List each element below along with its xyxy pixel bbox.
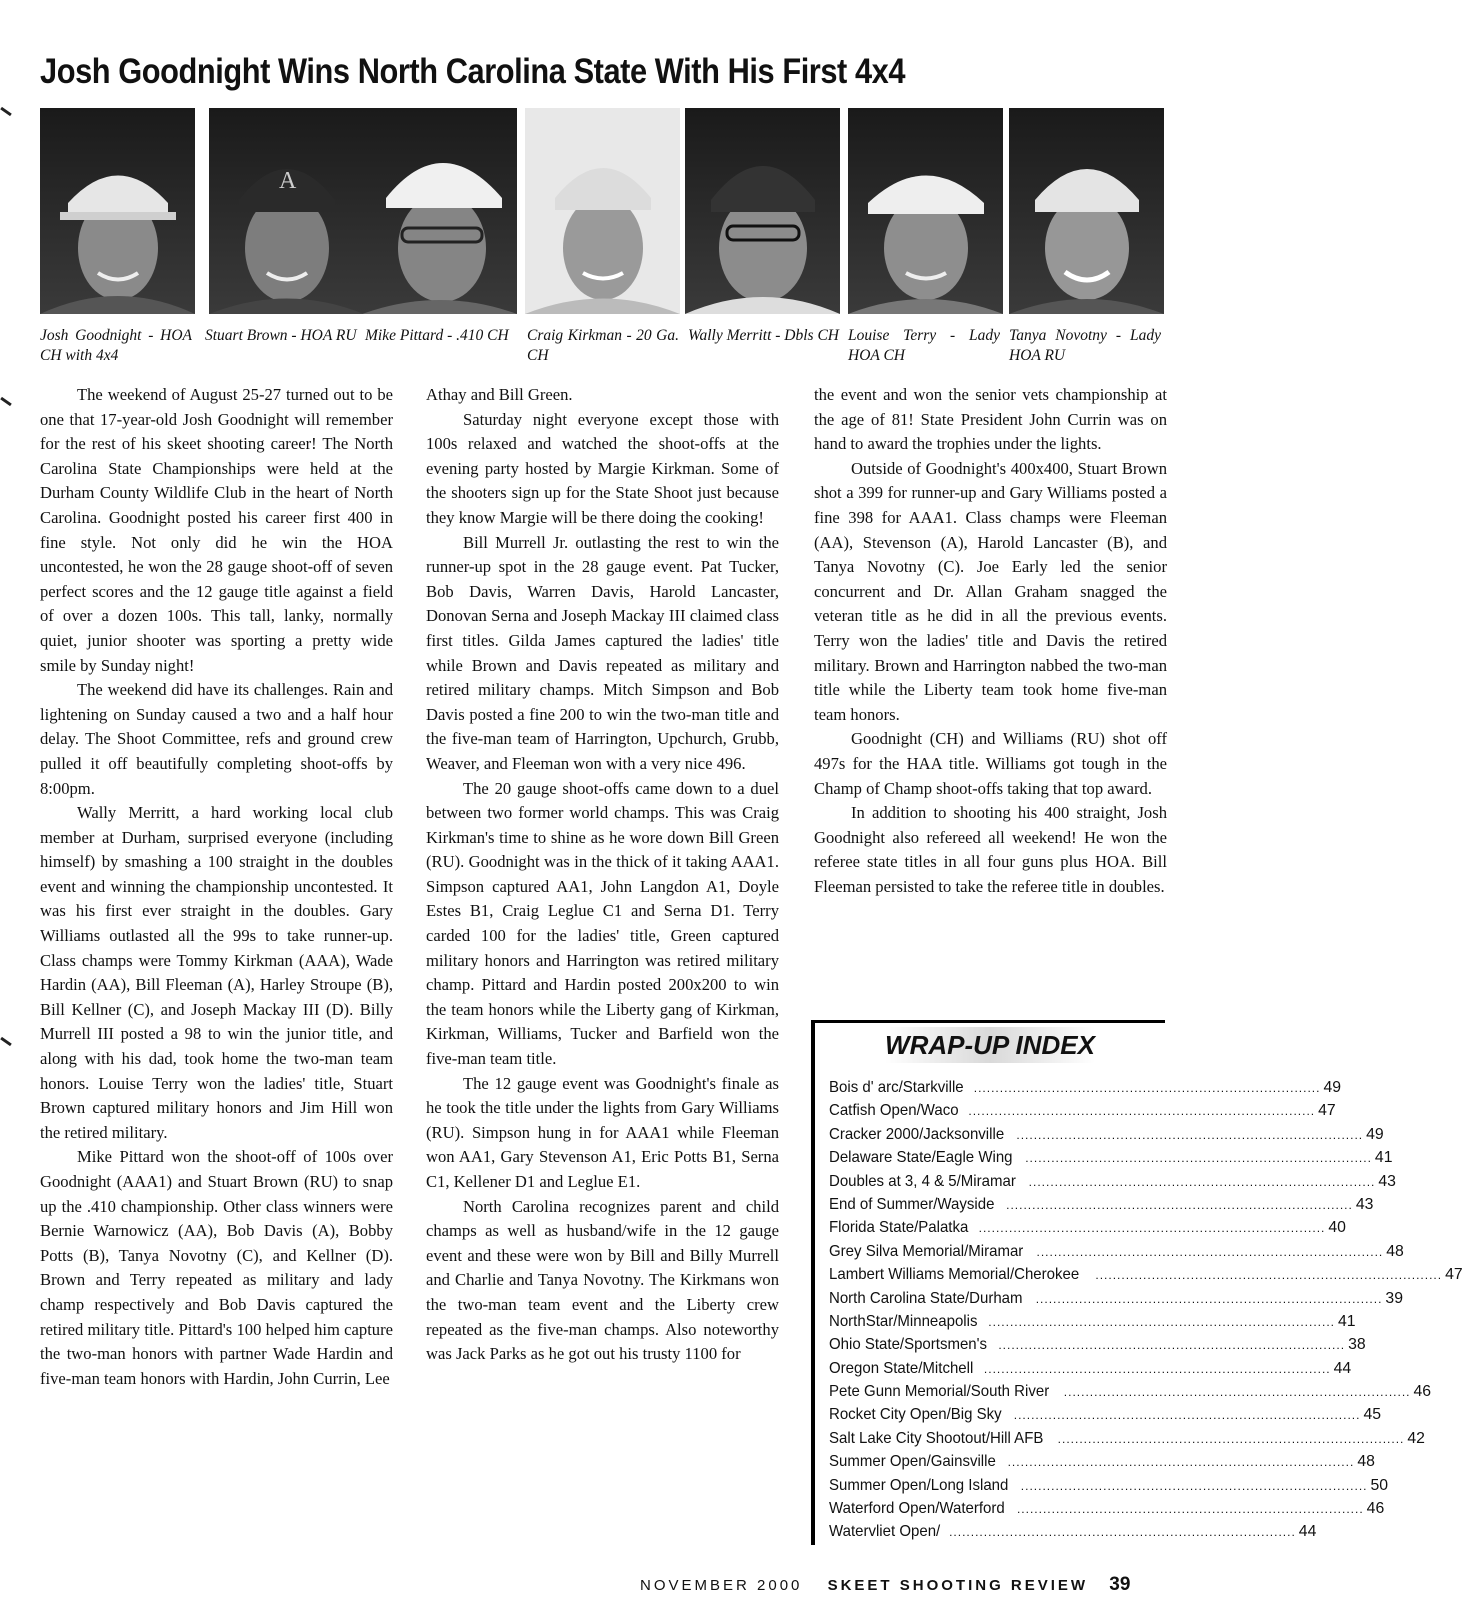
- index-leader-dots: ................................................................................: [978, 1221, 1326, 1236]
- index-entry: [829, 1219, 1346, 1242]
- index-entry-name: Florida State/Palatka: [829, 1219, 969, 1237]
- index-entry-page: 48: [1357, 1453, 1375, 1471]
- paragraph: The 20 gauge shoot-offs came down to a duel between two former world champs. This was Craig Kirkman's time to shine as he wore down Bill Green (RU). Goodnight was in the thick of it taking AAA1. Simpson captured AA1, John Langdon A1, Doyle Estes B1, Craig Leglue C1 and Serna D1. Terry carded 100 for the ladies' title, Green captured military honors and Harrington was retired military champ. Pittard and Hardin posted 200x200 to win the team honors while the Liberty gang of Kirkman, Kirkman, Williams, Tucker and Barfield won the five-man team title.: [426, 778, 779, 1069]
- index-entry-page: 46: [1366, 1500, 1385, 1518]
- wrap-up-index-list: [829, 1079, 1463, 1547]
- index-entry-name: Bois d' arc/Starkville: [829, 1079, 964, 1096]
- index-entry: [829, 1289, 1403, 1313]
- index-entry-page: 45: [1363, 1406, 1382, 1424]
- index-leader-dots: ................................................................................: [1006, 1197, 1353, 1212]
- index-entry: [829, 1383, 1432, 1406]
- index-leader-dots: ................................................................................: [1025, 1151, 1372, 1166]
- index-entry-name: Oregon State/Mitchell: [829, 1359, 974, 1377]
- paragraph: North Carolina recognizes parent and child champs as well as husband/wife in the 12 gauge event and these were won by Bill and Billy Murrell and Charlie and Tanya Novotny. The Kirkmans won the two-man team event and the Liberty crew repeated as the five-man champs. Also noteworthy was Jack Parks as he got out his trusty 1100 for: [426, 1196, 779, 1364]
- index-entry: [829, 1125, 1384, 1149]
- index-entry-name: Rocket City Open/Big Sky: [829, 1406, 1002, 1424]
- index-entry-page: 38: [1348, 1336, 1366, 1354]
- index-entry-name: Delaware State/Eagle Wing: [829, 1149, 1013, 1167]
- index-entry-page: 41: [1374, 1149, 1393, 1167]
- index-entry-page: 43: [1378, 1172, 1396, 1190]
- index-leader-dots: ................................................................................: [1028, 1174, 1376, 1189]
- index-entry-page: 40: [1328, 1219, 1346, 1237]
- index-entry-name: Summer Open/Long Island: [829, 1476, 1009, 1494]
- photo-wally-merritt: [685, 108, 840, 314]
- index-entry: [829, 1079, 1342, 1102]
- index-leader-dots: ................................................................................: [998, 1338, 1346, 1353]
- index-entry: [829, 1242, 1404, 1266]
- index-entry-name: Waterford Open/Waterford: [829, 1500, 1005, 1518]
- index-entry-name: Watervliet Open/: [829, 1523, 941, 1541]
- page-number: 39: [1109, 1574, 1131, 1595]
- index-entry: [829, 1336, 1366, 1359]
- index-entry-name: Doubles at 3, 4 & 5/Miramar: [829, 1172, 1016, 1190]
- index-entry: [829, 1406, 1382, 1429]
- index-entry: [829, 1149, 1393, 1172]
- page-footer: [640, 1574, 1170, 1596]
- scan-margin-mark: [0, 397, 12, 406]
- index-entry-name: Pete Gunn Memorial/South River: [829, 1383, 1050, 1401]
- index-entry: [829, 1172, 1396, 1196]
- index-leader-dots: ................................................................................: [1013, 1408, 1361, 1423]
- photo-louise-terry: [848, 108, 1003, 314]
- index-entry-name: Ohio State/Sportsmen's: [829, 1336, 988, 1354]
- index-entry-page: 47: [1318, 1102, 1336, 1120]
- scan-margin-mark: [0, 107, 12, 116]
- paragraph: The 12 gauge event was Goodnight's finale as he took the title under the lights from Gary Williams (RU). Simpson hung in for AAA1 while Fleeman won AA1, Gary Stevenson A1, Eric Potts B1, Serna C1, Kellener D1 and Leglue E1.: [426, 1073, 779, 1191]
- index-entry-page: 39: [1385, 1289, 1403, 1307]
- index-leader-dots: ................................................................................: [1057, 1431, 1405, 1446]
- index-entry-page: 46: [1413, 1383, 1432, 1401]
- svg-text:A: A: [279, 168, 297, 194]
- index-entry: [829, 1195, 1374, 1219]
- caption-josh-goodnight: Josh Goodnight - HOA CH with 4x4: [40, 327, 192, 364]
- index-entry: [829, 1500, 1385, 1523]
- index-leader-dots: ................................................................................: [1036, 1244, 1384, 1259]
- paragraph: Saturday night everyone except those with 100s relaxed and watched the shoot-offs at the evening party hosted by Margie Kirkman. Some of the shooters sign up for the State Shoot just because they know Margie will be there doing the cooking!: [426, 409, 779, 527]
- paragraph: The weekend did have its challenges. Rain and lightening on Sunday caused a two and a half hour delay. The Shoot Committee, refs and ground crew pulled it off beautifully completing shoot-offs by 8:00pm.: [40, 680, 393, 798]
- index-entry: [829, 1312, 1356, 1336]
- index-leader-dots: ................................................................................: [1035, 1291, 1383, 1306]
- caption-stuart-brown: Stuart Brown - HOA RU: [205, 327, 357, 344]
- index-leader-dots: ................................................................................: [949, 1525, 1296, 1540]
- index-entry-page: 47: [1445, 1266, 1463, 1284]
- index-entry: [829, 1523, 1317, 1546]
- photo-tanya-novotny: [1009, 108, 1164, 314]
- index-entry: [829, 1429, 1425, 1453]
- index-leader-dots: ................................................................................: [1095, 1268, 1443, 1283]
- photo-josh-goodnight: [40, 108, 195, 314]
- index-entry-name: Salt Lake City Shootout/Hill AFB: [829, 1429, 1044, 1447]
- photo-stuart-brown: [209, 108, 364, 314]
- index-entry-name: Lambert Williams Memorial/Cherokee: [829, 1266, 1080, 1284]
- index-leader-dots: ................................................................................: [1016, 1127, 1364, 1142]
- index-leader-dots: ................................................................................: [988, 1314, 1336, 1329]
- index-entry: [829, 1102, 1336, 1125]
- caption-craig-kirkman: Craig Kirkman - 20 Ga. CH: [527, 327, 679, 364]
- index-entry-name: Cracker 2000/Jacksonville: [829, 1125, 1005, 1143]
- index-entry-name: End of Summer/Wayside: [829, 1195, 995, 1213]
- photo-mike-pittard: [362, 108, 517, 314]
- index-entry-page: 43: [1355, 1195, 1374, 1213]
- caption-tanya-novotny: Tanya Novotny - Lady HOA RU: [1009, 327, 1161, 364]
- paragraph: Goodnight (CH) and Williams (RU) shot off 497s for the HAA title. Williams got tough in the Champ of Champ shoot-offs taking that top award.: [814, 729, 1167, 798]
- index-leader-dots: ................................................................................: [1020, 1478, 1368, 1493]
- article-column-2: [426, 383, 779, 1367]
- article-column-3: [814, 383, 1167, 899]
- index-entry-name: Summer Open/Gainsville: [829, 1453, 996, 1471]
- paragraph: Outside of Goodnight's 400x400, Stuart Brown shot a 399 for runner-up and Gary Williams posted a fine 398 for AAA1. Class champs were Fleeman (AA), Stevenson (A), Harold Lancaster (B), and Tanya Novotny (C). Joe Early led the senior concurrent and Dr. Allan Graham snagged the veteran title as he did in all the previous events. Terry won the ladies' title and Davis the retired military. Brown and Harrington nabbed the two-man title while the Liberty team took home five-man team honors.: [814, 458, 1167, 724]
- index-entry-name: Catfish Open/Waco: [829, 1102, 959, 1120]
- paragraph: The weekend of August 25-27 turned out to be one that 17-year-old Josh Goodnight will remember for the rest of his skeet shooting career! The North Carolina State Championships were held at the Durham County Wildlife Club in the heart of North Carolina. Goodnight posted his career first 400 in fine style. Not only did he win the HOA uncontested, he won the 28 gauge shoot-off of seven perfect scores and the 12 gauge title against a field of over a dozen 100s. This tall, lanky, normally quiet, junior shooter was sporting a pretty wide smile by Sunday night!: [40, 385, 393, 675]
- paragraph: Athay and Bill Green.: [426, 385, 573, 404]
- index-entry-page: 50: [1370, 1476, 1389, 1494]
- headline: Josh Goodnight Wins North Carolina State With His First 4x4: [40, 52, 906, 91]
- index-leader-dots: ................................................................................: [983, 1361, 1331, 1376]
- paragraph: Mike Pittard won the shoot-off of 100s over Goodnight (AAA1) and Stuart Brown (RU) to snap up the .410 championship. Other class winners were Bernie Warnowicz (AA), Bob Davis (A), Bobby Potts (B), Tanya Novotny (C), and Kellner (D). Brown and Terry repeated as military and lady champ respectively and Bob Davis captured the retired military title. Pittard's 100 helped him capture the two-man honors with partner Wade Hardin and five-man team honors with Hardin, John Currin, Lee: [40, 1147, 393, 1388]
- scan-margin-mark: [0, 1037, 12, 1046]
- index-entry-page: 42: [1407, 1429, 1425, 1447]
- index-entry-page: 49: [1323, 1079, 1342, 1096]
- paragraph: Wally Merritt, a hard working local club member at Durham, surprised everyone (including himself) by smashing a 100 straight in the doubles event and winning the championship uncontested. It was his first ever straight in the doubles. Gary Williams outlasted all the 99s to take runner-up. Class champs were Tommy Kirkman (AAA), Wade Hardin (AA), Bill Fleeman (A), Harley Stroupe (B), Bill Kellner (C), and Joseph Mackay III (D). Billy Murrell III posted a 98 to win the junior title, and along with his dad, took home the two-man team honors. Louise Terry won the ladies' title, Stuart Brown captured military honors and Jim Hill won the retired military.: [40, 803, 393, 1142]
- issue-date: NOVEMBER 2000: [640, 1577, 803, 1594]
- index-entry-page: 44: [1333, 1359, 1352, 1377]
- index-entry-page: 48: [1386, 1242, 1404, 1260]
- wrap-up-index: [811, 1020, 1463, 1545]
- magazine-name: SKEET SHOOTING REVIEW: [827, 1577, 1089, 1594]
- index-entry-page: 41: [1338, 1312, 1356, 1330]
- paragraph: the event and won the senior vets championship at the age of 81! State President John Currin was on hand to award the trophies under the lights.: [814, 385, 1167, 454]
- article-column-1: [40, 383, 393, 1391]
- index-entry: [829, 1266, 1463, 1289]
- caption-wally-merritt: Wally Merritt - Dbls CH: [688, 327, 839, 344]
- index-leader-dots: ................................................................................: [968, 1104, 1316, 1119]
- index-entry-page: 44: [1298, 1523, 1317, 1541]
- index-entry-name: NorthStar/Minneapolis: [829, 1312, 978, 1330]
- index-leader-dots: ................................................................................: [1016, 1502, 1364, 1517]
- wrap-up-index-title: WRAP-UP INDEX: [815, 1027, 1165, 1063]
- caption-louise-terry: Louise Terry - Lady HOA CH: [848, 327, 1000, 364]
- index-entry: [829, 1476, 1389, 1500]
- index-entry-name: North Carolina State/Durham: [829, 1289, 1023, 1307]
- index-entry-name: Grey Silva Memorial/Miramar: [829, 1242, 1024, 1260]
- index-entry: [829, 1359, 1352, 1383]
- index-entry: [829, 1453, 1375, 1476]
- index-leader-dots: ................................................................................: [973, 1081, 1321, 1095]
- paragraph: In addition to shooting his 400 straight, Josh Goodnight also refereed all weekend! He won the referee state titles in all four guns plus HOA. Bill Fleeman persisted to take the referee title in doubles.: [814, 803, 1167, 896]
- index-entry-page: 49: [1366, 1125, 1384, 1143]
- caption-mike-pittard: Mike Pittard - .410 CH: [365, 327, 509, 344]
- index-leader-dots: ................................................................................: [1007, 1455, 1355, 1470]
- paragraph: Bill Murrell Jr. outlasting the rest to win the runner-up spot in the 28 gauge event. Pat Tucker, Bob Davis, Warren Davis, Harold Lancaster, Donovan Serna and Joseph Mackay III claimed class first titles. Gilda James captured the ladies' title while Brown and Davis repeated as military and retired military champs. Mitch Simpson and Bob Davis posted a fine 200 to win the two-man title and the five-man team of Harrington, Upchurch, Grubb, Weaver, and Fleeman won with a very nice 496.: [426, 532, 779, 773]
- photo-craig-kirkman: [525, 108, 680, 314]
- index-leader-dots: ................................................................................: [1063, 1385, 1411, 1400]
